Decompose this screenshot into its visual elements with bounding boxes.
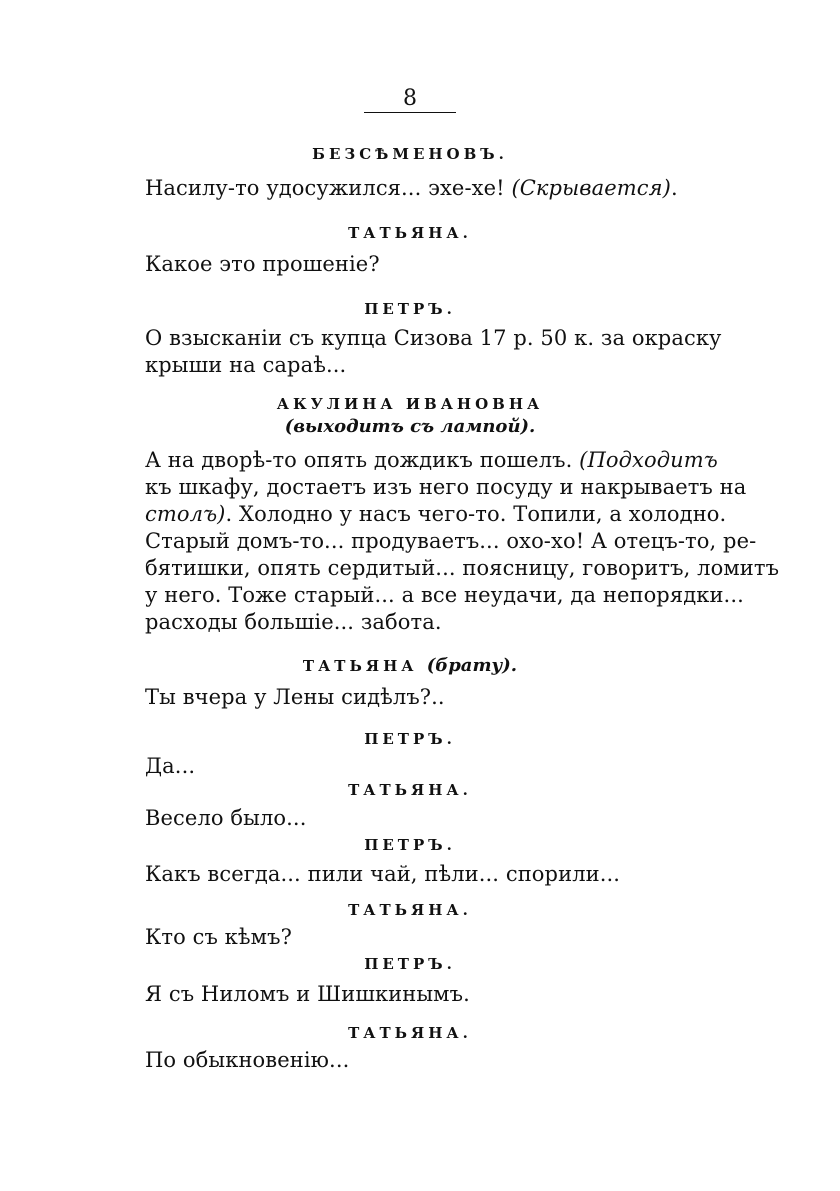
speaker-name: ТАТЬЯНА. xyxy=(348,901,472,919)
dialogue-line: Старый домъ-то... продуваетъ... охо-хо! А отецъ-то, ре- xyxy=(145,529,757,553)
dialogue-line: столъ). Холодно у насъ чего-то. Топили, а холодно. xyxy=(145,502,727,526)
dialogue-line: Да... xyxy=(145,754,196,778)
speaker-name: ТАТЬЯНА. xyxy=(348,781,472,799)
dialogue-line: Кто съ кѣмъ? xyxy=(145,925,292,949)
dialogue-line: Весело было... xyxy=(145,806,307,830)
dialogue-line: О взысканіи съ купца Сизова 17 р. 50 к. за окраску xyxy=(145,326,722,350)
dialogue-line: къ шкафу, достаетъ изъ него посуду и накрываетъ на xyxy=(145,475,747,499)
speaker-name: ТАТЬЯНА. xyxy=(348,1024,472,1042)
speaker-line xyxy=(100,655,720,677)
dialogue-line: Я съ Ниломъ и Шишкинымъ. xyxy=(145,982,470,1006)
speaker-name: ПЕТРЪ. xyxy=(364,836,456,854)
speaker-name: ПЕТРЪ. xyxy=(364,730,456,748)
dialogue-line: Какое это прошеніе? xyxy=(145,252,380,276)
dialogue-line: у него. Тоже старый... а все неудачи, да непорядки... xyxy=(145,583,744,607)
page-number: 8 xyxy=(403,86,417,111)
dialogue-line: бятишки, опять сердитый... поясницу, говоритъ, ломитъ xyxy=(145,556,780,580)
speaker-name: ПЕТРЪ. xyxy=(364,300,456,318)
dialogue-line: Насилу-то удосужился... эхе-хе! (Скрывается). xyxy=(145,176,678,200)
stage-direction: (выходитъ съ лампой). xyxy=(284,416,536,437)
page-number-rule xyxy=(364,112,456,113)
dialogue-line: крыши на сараѣ... xyxy=(145,353,347,377)
speaker-name: АКУЛИНА ИВАНОВНА xyxy=(276,395,544,413)
speaker-name: ПЕТРЪ. xyxy=(364,955,456,973)
stage-direction: (брату). xyxy=(426,655,518,676)
dialogue-line: Какъ всегда... пили чай, пѣли... спорили... xyxy=(145,862,621,886)
speaker-name: ТАТЬЯНА xyxy=(302,657,418,675)
dialogue-line: расходы большіе... забота. xyxy=(145,610,442,634)
dialogue-line: А на дворѣ-то опять дождикъ пошелъ. (Подходитъ xyxy=(145,448,718,472)
speaker-name: ТАТЬЯНА. xyxy=(348,224,472,242)
dialogue-line: По обыкновенію... xyxy=(145,1048,350,1072)
speaker-name: БЕЗСѢМЕНОВЪ. xyxy=(312,145,508,163)
dialogue-line: Ты вчера у Лены сидѣлъ?.. xyxy=(145,685,445,709)
